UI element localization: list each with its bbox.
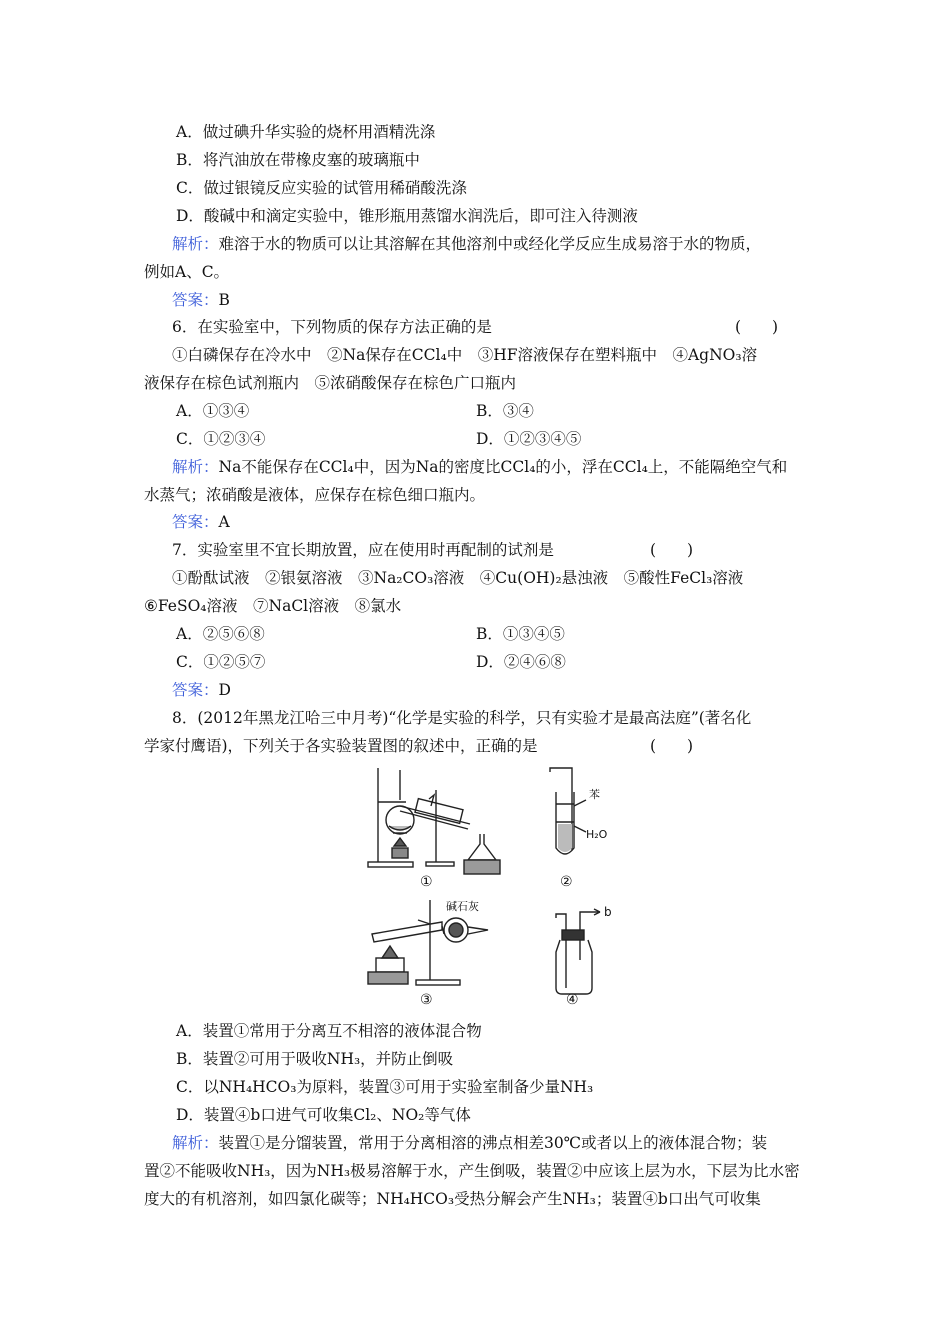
q5-analysis-line-1	[172, 234, 761, 254]
q5-answer-value: B	[218, 291, 230, 309]
q6-analysis-label: 解析：	[172, 458, 219, 476]
q5-option-d: D．酸碱中和滴定实验中，锥形瓶用蒸馏水润洗后，即可注入待测液	[176, 207, 638, 225]
q6-option-c: C．①②③④	[176, 430, 266, 448]
q8-option-d: D．装置④b口进气可收集Cl₂、NO₂等气体	[176, 1106, 471, 1124]
label-soda-lime: 碱石灰	[446, 900, 479, 913]
q7-answer-label: 答案：	[172, 681, 219, 699]
q8-analysis-line-1	[172, 1133, 767, 1153]
apparatus-figure	[360, 762, 630, 1012]
q8-analysis-line-3: 度大的有机溶剂，如四氯化碳等；NH₄HCO₃受热分解会产生NH₃；装置④b口出气可收集	[144, 1190, 761, 1208]
q8-option-a: A．装置①常用于分离互不相溶的液体混合物	[176, 1022, 482, 1040]
q5-option-b: B．将汽油放在带橡皮塞的玻璃瓶中	[176, 151, 420, 169]
q8-analysis-label: 解析：	[172, 1134, 219, 1152]
q7-answer	[172, 680, 231, 700]
q8-analysis-text-1: 装置①是分馏装置，常用于分离相溶的沸点相差30℃或者以上的液体混合物；装	[218, 1134, 768, 1152]
q5-answer-label: 答案：	[172, 291, 219, 309]
q6-items-line-2: 液保存在棕色试剂瓶内 ⑤浓硝酸保存在棕色广口瓶内	[144, 374, 517, 392]
q6-analysis-text-1: Na不能保存在CCl₄中，因为Na的密度比CCl₄的小，浮在CCl₄上，不能隔绝空气和	[218, 458, 788, 476]
q7-option-d: D．②④⑥⑧	[476, 653, 566, 671]
q5-analysis-line-2: 例如A、C。	[144, 263, 230, 281]
gas-collection-bottle-drawing	[556, 909, 600, 994]
q7-answer-value: D	[218, 681, 231, 699]
q8-answer-paren: ( )	[650, 737, 694, 755]
q5-analysis-label: 解析：	[172, 235, 219, 253]
figure-label-2: ②	[560, 874, 573, 890]
q6-option-d: D．①②③④⑤	[476, 430, 582, 448]
q5-option-a: A．做过碘升华实验的烧杯用酒精洗涤	[176, 123, 436, 141]
absorption-tube-drawing	[550, 768, 586, 854]
q7-stem: 7．实验室里不宜长期放置，应在使用时再配制的试剂是	[172, 541, 554, 559]
q7-answer-paren: ( )	[650, 541, 694, 559]
label-benzene: 苯	[589, 788, 600, 801]
q7-option-a: A．②⑤⑥⑧	[176, 625, 265, 643]
q5-answer	[172, 290, 230, 310]
label-water: H₂O	[586, 828, 608, 841]
q5-option-c: C．做过银镜反应实验的试管用稀硝酸洗涤	[176, 179, 467, 197]
q6-answer	[172, 512, 230, 532]
q6-option-b: B．③④	[476, 402, 534, 420]
q5-analysis-text-1: 难溶于水的物质可以让其溶解在其他溶剂中或经化学反应生成易溶于水的物质，	[218, 235, 762, 253]
q6-stem: 6．在实验室中，下列物质的保存方法正确的是	[172, 318, 492, 336]
q7-items-line-1: ①酚酞试液 ②银氨溶液 ③Na₂CO₃溶液 ④Cu(OH)₂悬浊液 ⑤酸性FeCl₃溶液	[172, 569, 744, 587]
q8-stem-line-2: 学家付鹰语)，下列关于各实验装置图的叙述中，正确的是	[144, 737, 538, 755]
q6-analysis-line-2: 水蒸气；浓硝酸是液体，应保存在棕色细口瓶内。	[144, 486, 486, 504]
figure-label-3: ③	[420, 992, 433, 1008]
q7-option-c: C．①②⑤⑦	[176, 653, 266, 671]
q6-answer-value: A	[218, 513, 230, 531]
q6-answer-paren: ( )	[735, 318, 779, 336]
q8-stem-line-1: 8．(2012年黑龙江哈三中月考)“化学是实验的科学，只有实验才是最高法庭”(著名化	[172, 709, 752, 727]
q6-analysis-line-1	[172, 457, 787, 477]
q8-analysis-line-2: 置②不能吸收NH₃，因为NH₃极易溶解于水，产生倒吸，装置②中应该上层为水，下层为比水密	[144, 1162, 800, 1180]
q7-items-line-2: ⑥FeSO₄溶液 ⑦NaCl溶液 ⑧氯水	[144, 597, 402, 615]
q7-option-b: B．①③④⑤	[476, 625, 565, 643]
q6-items-line-1: ①白磷保存在冷水中 ②Na保存在CCl₄中 ③HF溶液保存在塑料瓶中 ④AgNO₃溶	[172, 346, 758, 364]
q8-option-c: C．以NH₄HCO₃为原料，装置③可用于实验室制备少量NH₃	[176, 1078, 594, 1096]
figure-label-4: ④	[566, 992, 579, 1008]
q6-option-a: A．①③④	[176, 402, 250, 420]
distillation-apparatus-drawing	[368, 768, 500, 874]
q8-option-b: B．装置②可用于吸收NH₃，并防止倒吸	[176, 1050, 454, 1068]
q6-answer-label: 答案：	[172, 513, 219, 531]
label-b-port: b	[604, 905, 612, 919]
figure-label-1: ①	[420, 874, 433, 890]
